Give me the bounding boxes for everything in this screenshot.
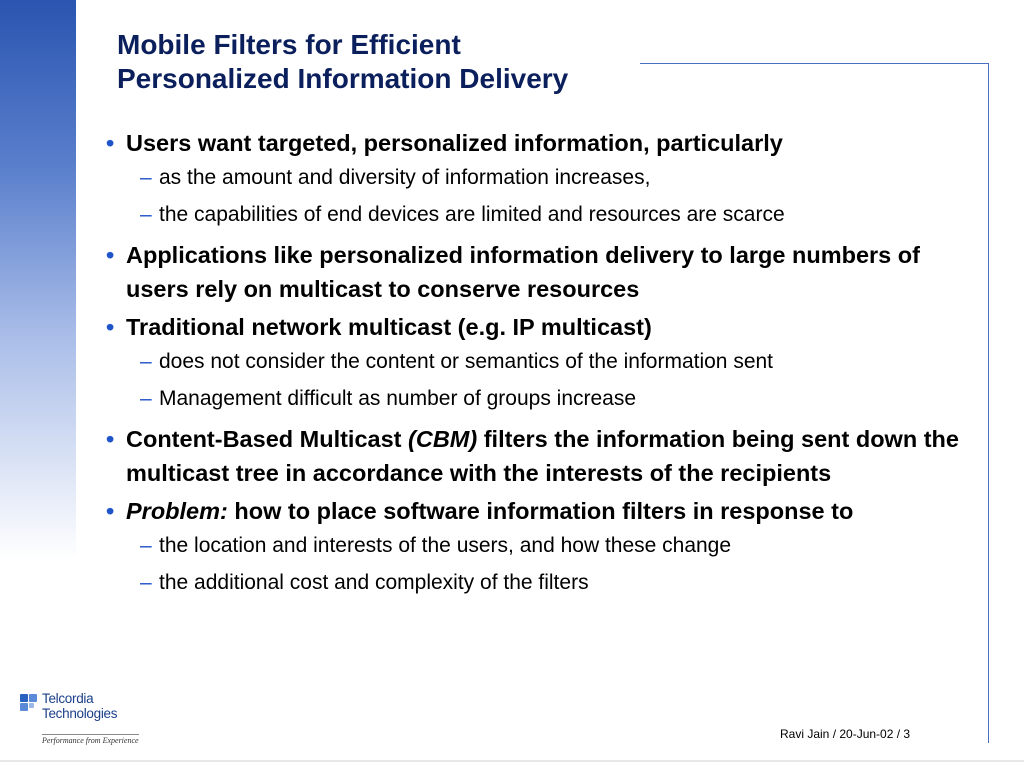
bullet-item xyxy=(104,310,964,344)
bottom-divider xyxy=(0,760,1024,762)
dash-icon: – xyxy=(140,534,152,557)
bullet-item xyxy=(104,126,964,160)
logo-name-line-2: Technologies xyxy=(42,706,118,721)
logo-tagline: Performance from Experience xyxy=(42,736,139,745)
sub-bullet-text: Management difficult as number of groups increase xyxy=(159,387,637,410)
bullet-icon: • xyxy=(106,242,115,268)
bullet-icon: • xyxy=(106,314,115,340)
bullet-text: Traditional network multicast (e.g. IP multicast) xyxy=(126,314,652,340)
dash-icon: – xyxy=(140,387,152,410)
bullet-text: Users want targeted, personalized information, particularly xyxy=(126,130,783,156)
sub-bullet-item xyxy=(104,385,964,413)
sub-bullet-item xyxy=(104,532,964,560)
dash-icon: – xyxy=(140,350,152,373)
logo-name-line-1: Telcordia xyxy=(42,691,94,706)
bullet-icon: • xyxy=(106,130,115,156)
bullet-icon: • xyxy=(106,498,115,524)
sub-bullet-text: does not consider the content or semantics of the information sent xyxy=(159,350,774,373)
company-logo xyxy=(18,690,148,746)
bullet-item xyxy=(104,494,964,528)
title-rule xyxy=(640,63,989,64)
title-line-2: Personalized Information Delivery xyxy=(117,63,569,94)
slide-title xyxy=(117,28,568,96)
sub-bullet-item xyxy=(104,164,964,192)
bullet-emphasis: Problem: xyxy=(126,498,228,524)
bullet-icon: • xyxy=(106,426,115,452)
sub-bullet-item xyxy=(104,569,964,597)
dash-icon: – xyxy=(140,571,152,594)
bullet-text-end: how to place software information filters in response to xyxy=(227,498,854,524)
logo-wordmark xyxy=(42,691,117,721)
bullet-item xyxy=(104,422,964,490)
slide-body xyxy=(104,126,964,606)
sub-bullet-text: the location and interests of the users, and how these change xyxy=(159,534,732,557)
dash-icon: – xyxy=(140,203,152,226)
sub-bullet-text: the capabilities of end devices are limited and resources are scarce xyxy=(159,203,785,226)
bullet-text-start: Content-Based Multicast xyxy=(126,426,409,452)
slide-footer: Ravi Jain / 20-Jun-02 / 3 xyxy=(780,727,911,741)
bullet-item xyxy=(104,238,964,306)
telcordia-logo-icon xyxy=(18,692,40,716)
sub-bullet-item xyxy=(104,348,964,376)
sub-bullet-item xyxy=(104,201,964,229)
bullet-text: Applications like personalized information delivery to large numbers of users rely on multicast to conserve resources xyxy=(126,242,920,302)
title-line-1: Mobile Filters for Efficient xyxy=(117,29,461,60)
sub-bullet-text: as the amount and diversity of information increases, xyxy=(159,166,651,189)
bullet-text-end: filters the information being sent down the multicast tree in accordance with the interests of the recipients xyxy=(126,426,959,486)
right-border-rule xyxy=(988,63,989,743)
bullet-emphasis: (CBM) xyxy=(408,426,478,452)
side-gradient-band xyxy=(0,0,76,560)
sub-bullet-text: the additional cost and complexity of the filters xyxy=(159,571,589,594)
dash-icon: – xyxy=(140,166,152,189)
